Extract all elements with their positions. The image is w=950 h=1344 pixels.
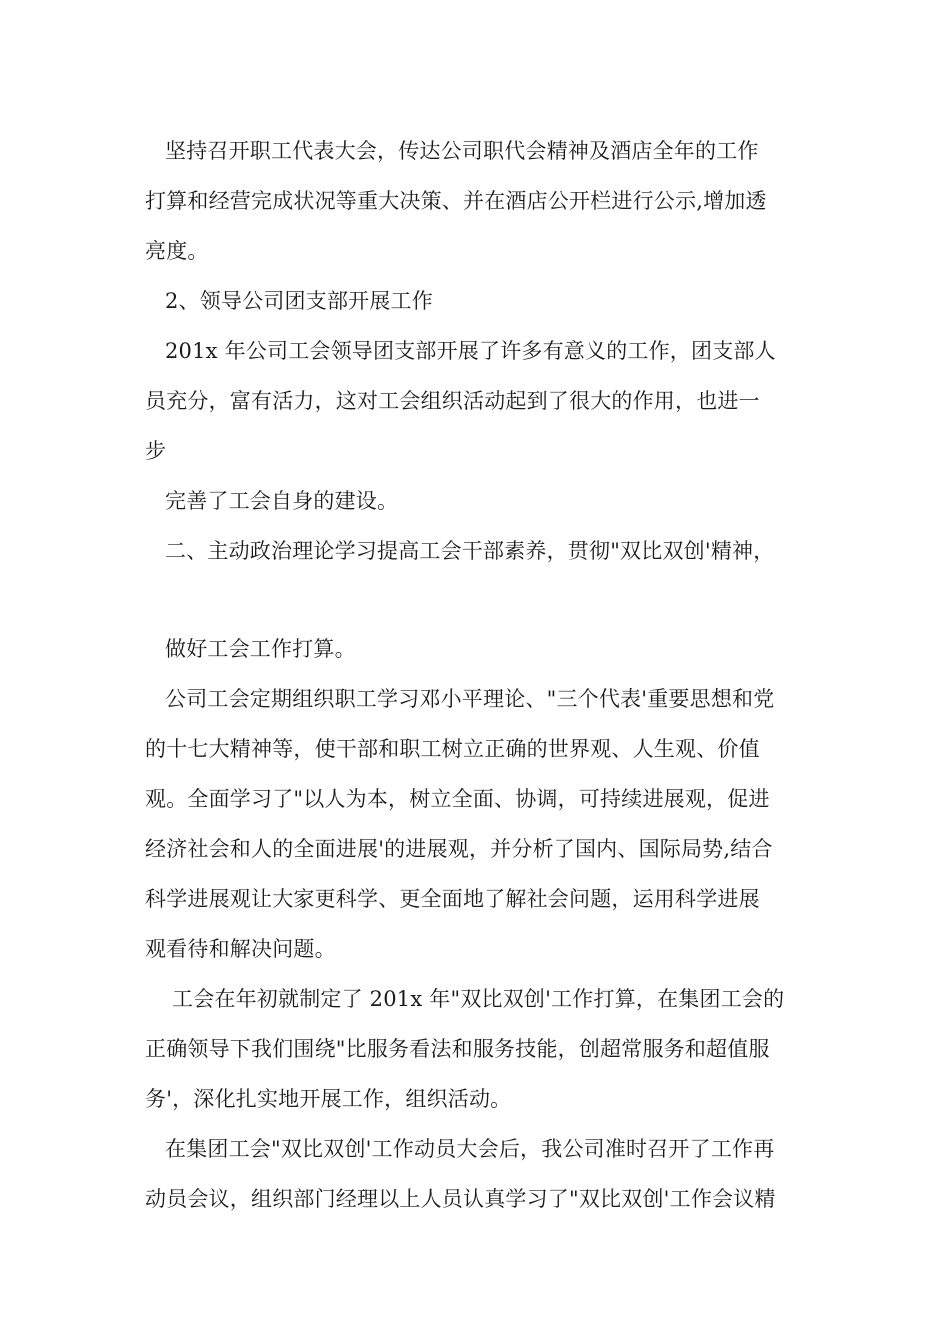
- section-heading-er: 二、主动政治理论学习提高工会干部素养，贯彻"双比双创'精神，: [165, 539, 775, 563]
- paragraph-line-7: 步: [145, 439, 167, 463]
- paragraph-line-17: 工会在年初就制定了 201x 年"双比双创'工作打算，在集团工会的: [172, 987, 785, 1011]
- paragraph-line-16: 观看待和解决问题。: [145, 937, 336, 961]
- paragraph-line-5: 201x 年公司工会领导团支部开展了许多有意义的工作，团支部人: [165, 339, 776, 363]
- paragraph-line-21: 动员会议，组织部门经理以上人员认真学习了"双比双创'工作会议精: [145, 1187, 776, 1211]
- paragraph-line-13: 观。全面学习了"以人为本，树立全面、协调，可持续进展观，促进: [145, 787, 770, 811]
- section-heading-2: 2、领导公司团支部开展工作: [165, 289, 433, 313]
- paragraph-line-6: 员充分，富有活力，这对工会组织活动起到了很大的作用，也进一: [145, 389, 760, 413]
- paragraph-line-8: 完善了工会自身的建设。: [165, 489, 399, 513]
- paragraph-line-10: 做好工会工作打算。: [165, 637, 356, 661]
- paragraph-line-19: 务'，深化扎实地开展工作，组织活动。: [145, 1087, 512, 1111]
- paragraph-line-14: 经济社会和人的全面进展'的进展观，并分析了国内、国际局势,结合: [145, 837, 773, 861]
- paragraph-line-11: 公司工会定期组织职工学习邓小平理论、"三个代表'重要思想和党: [165, 687, 775, 711]
- paragraph-line-3: 亮度。: [145, 239, 209, 263]
- paragraph-line-2: 打算和经营完成状况等重大决策、并在酒店公开栏进行公示,增加透: [145, 189, 767, 213]
- paragraph-line-18: 正确领导下我们围绕"比服务看法和服务技能，创超常服务和超值服: [145, 1037, 770, 1061]
- paragraph-line-12: 的十七大精神等，使干部和职工树立正确的世界观、人生观、价值: [145, 737, 760, 761]
- paragraph-line-1: 坚持召开职工代表大会，传达公司职代会精神及酒店全年的工作: [165, 139, 759, 163]
- paragraph-line-15: 科学进展观让大家更科学、更全面地了解社会问题，运用科学进展: [145, 887, 760, 911]
- paragraph-line-20: 在集团工会"双比双创'工作动员大会后，我公司准时召开了工作再: [165, 1137, 775, 1161]
